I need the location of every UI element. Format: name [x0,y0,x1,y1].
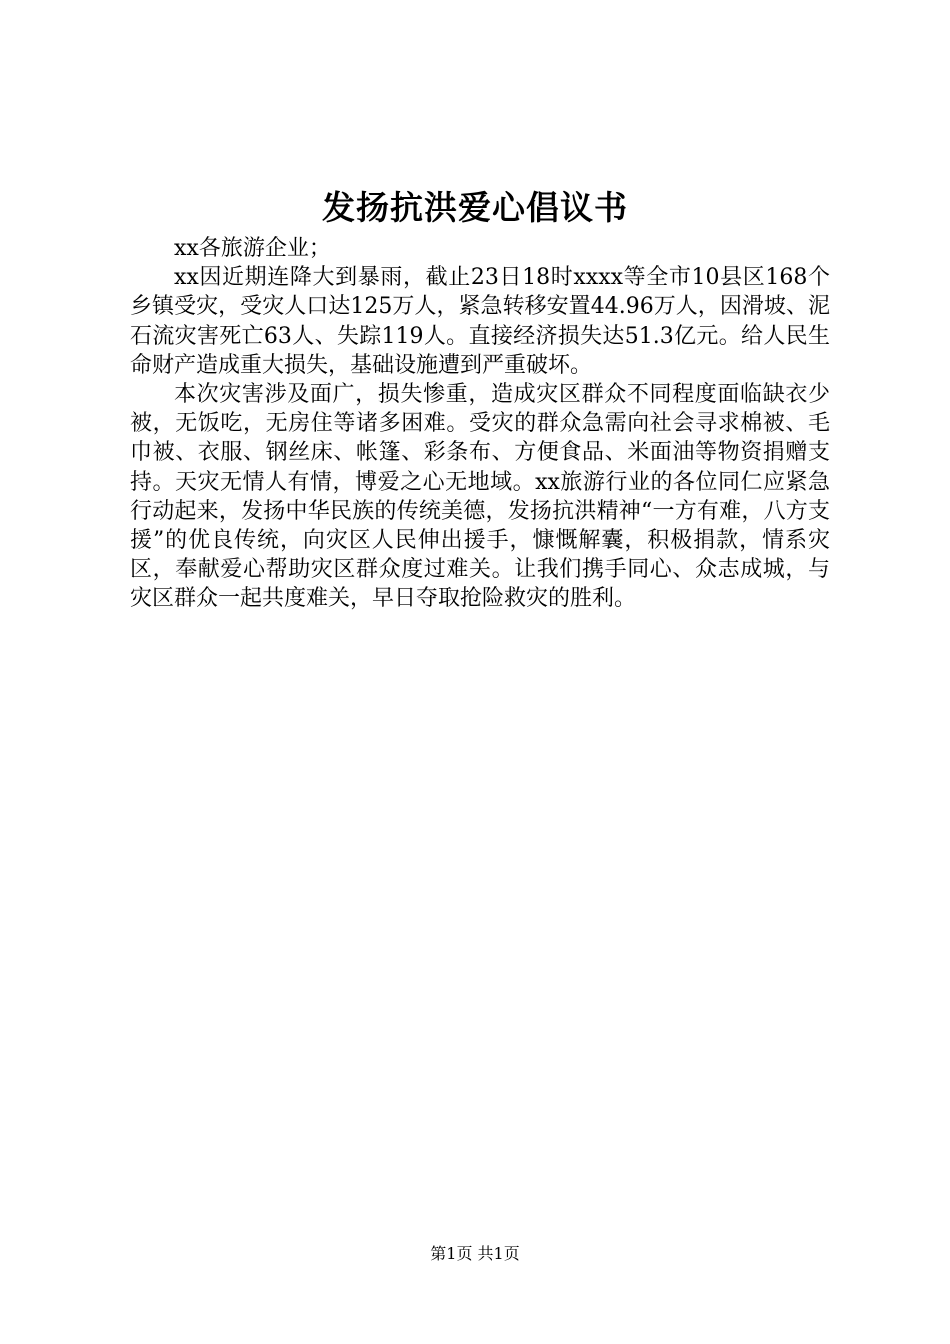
paragraph-2: 本次灾害涉及面广，损失惨重，造成灾区群众不同程度面临缺衣少被，无饭吃，无房住等诸多困难。受灾的群众急需向社会寻求棉被、毛巾被、衣服、钢丝床、帐篷、彩条布、方便食品、米面油等物资捐赠支持。天灾无情人有情，博爱之心无地域。xx旅游行业的各位同仁应紧急行动起来，发扬中华民族的传统美德，发扬抗洪精神“一方有难，八方支援”的优良传统，向灾区人民伸出援手，慷慨解囊，积极捐款，情系灾区，奉献爱心帮助灾区群众度过难关。让我们携手同心、众志成城，与灾区群众一起共度难关，早日夺取抢险救灾的胜利。 [130,382,830,612]
document-body [130,234,830,614]
salutation: xx各旅游企业； [174,236,331,261]
paragraph-1: xx因近期连降大到暴雨，截止23日18时xxxx等全市10县区168个乡镇受灾，受灾人口达125万人，紧急转移安置44.96万人，因滑坡、泥石流灾害死亡63人、失踪119人。直接经济损失达51.3亿元。给人民生命财产造成重大损失，基础设施遭到严重破坏。 [130,265,830,378]
document-title: 发扬抗洪爱心倡议书 [322,188,628,227]
page-number-footer: 第1页 共1页 [430,1244,520,1263]
